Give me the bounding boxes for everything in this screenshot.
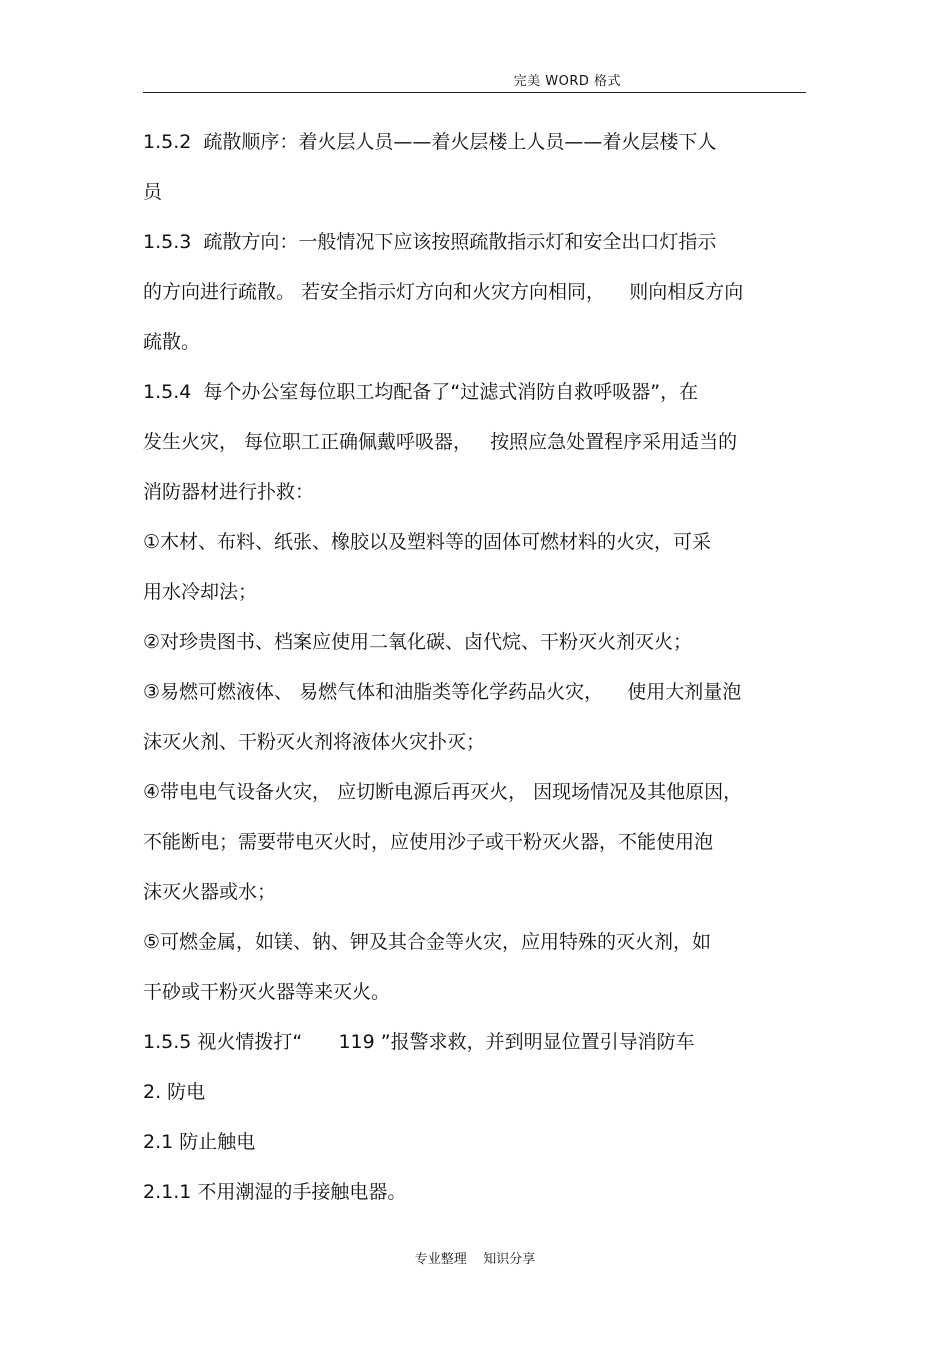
document-body — [143, 117, 808, 1217]
page-header — [143, 62, 806, 93]
text-line: 发生火灾， 每位职工正确佩戴呼吸器， 按照应急处置程序采用适当的 — [143, 431, 738, 453]
text-line: 用水冷却法； — [143, 581, 258, 603]
text-line: 员 — [143, 181, 163, 203]
text-line: ⑤可燃金属，如镁、钠、钾及其合金等火灾，应用特殊的灭火剂，如 — [143, 931, 712, 953]
text-line: 2.1.1 不用潮湿的手接触电器。 — [143, 1181, 407, 1203]
page-footer: 专业整理 知识分享 — [414, 1252, 536, 1267]
text-line: 沫灭火器或水； — [143, 881, 277, 903]
text-line: 不能断电；需要带电灭火时，应使用沙子或干粉灭火器，不能使用泡 — [143, 831, 714, 853]
text-line: 1.5.4 每个办公室每位职工均配备了“过滤式消防自救呼吸器”，在 — [143, 381, 699, 403]
text-line: 干砂或干粉灭火器等来灭火。 — [143, 981, 391, 1003]
text-line: ③易燃可燃液体、 易燃气体和油脂类等化学药品火灾， 使用大剂量泡 — [143, 681, 742, 703]
header-title: 完美 WORD 格式 — [513, 74, 621, 89]
text-line: 消防器材进行扑救： — [143, 481, 315, 503]
text-line: 2.1 防止触电 — [143, 1131, 256, 1153]
text-line: 1.5.5 视火情拨打“ 119 ”报警求救，并到明显位置引导消防车 — [143, 1031, 695, 1053]
text-line: 的方向进行疏散。 若安全指示灯方向和火灾方向相同， 则向相反方向 — [143, 281, 744, 303]
text-line: ①木材、布料、纸张、橡胶以及塑料等的固体可燃材料的火灾，可采 — [143, 531, 712, 553]
text-line: 疏散。 — [143, 331, 201, 353]
text-line: ④带电电气设备火灾， 应切断电源后再灭火， 因现场情况及其他原因， — [143, 781, 743, 803]
text-line: 1.5.2 疏散顺序：着火层人员——着火层楼上人员——着火层楼下人 — [143, 131, 717, 153]
text-line: 1.5.3 疏散方向：一般情况下应该按照疏散指示灯和安全出口灯指示 — [143, 231, 717, 253]
text-line: 沫灭火剂、干粉灭火剂将液体火灾扑灭； — [143, 731, 486, 753]
text-line: 2. 防电 — [143, 1081, 206, 1103]
text-line: ②对珍贵图书、档案应使用二氧化碳、卤代烷、干粉灭火剂灭火； — [143, 631, 693, 653]
